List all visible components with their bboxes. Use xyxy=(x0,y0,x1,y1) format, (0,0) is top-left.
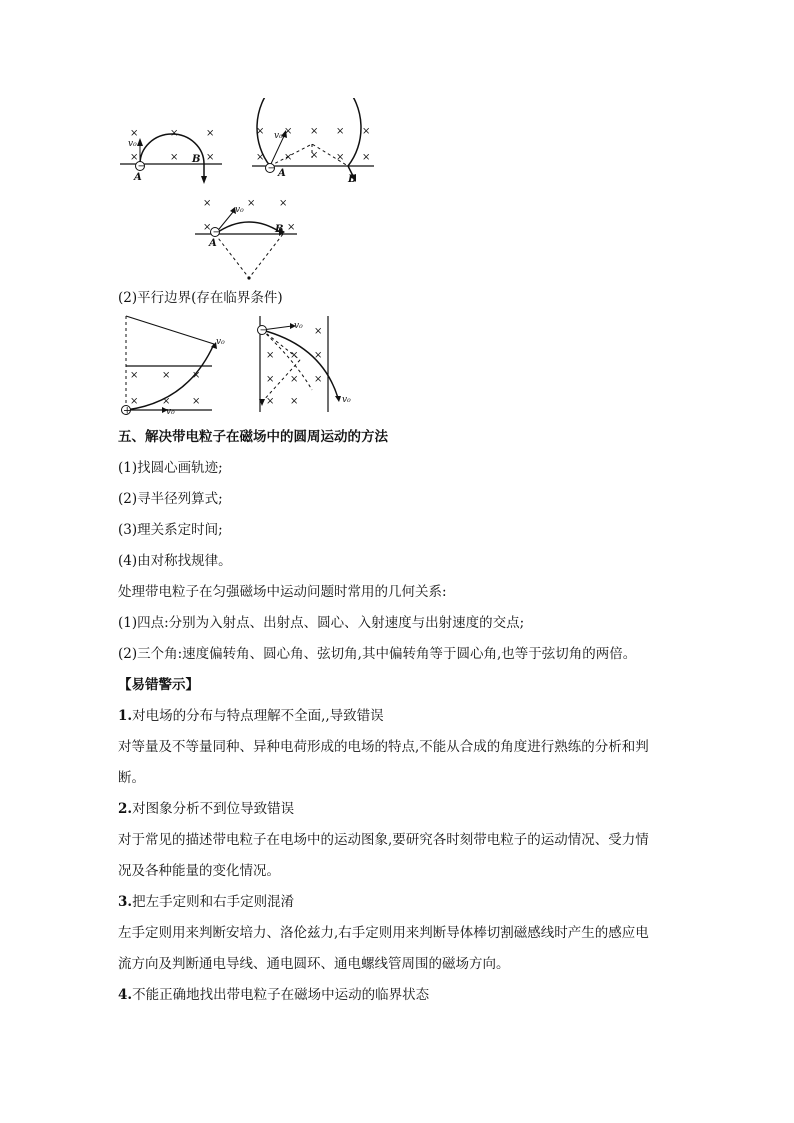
field-cross: × xyxy=(314,326,323,337)
figure-single-boundary-small-arc xyxy=(118,118,228,190)
field-cross: × xyxy=(206,128,215,139)
field-cross: × xyxy=(192,396,201,407)
field-cross: × xyxy=(336,152,345,163)
field-cross: × xyxy=(203,222,212,233)
warning-3-title xyxy=(118,892,294,912)
negative-charge-symbol: − xyxy=(212,227,221,238)
warning-3-body-line-1: 左手定则用来判断安培力、洛伦兹力,右手定则用来判断导体棒切割磁感线时产生的感应电 xyxy=(118,925,649,941)
field-cross: × xyxy=(284,126,293,137)
field-cross: × xyxy=(362,126,371,137)
field-cross: × xyxy=(130,152,139,163)
field-cross: × xyxy=(290,396,299,407)
section5-title: 五、解决带电粒子在磁场中的圆周运动的方法 xyxy=(118,429,388,445)
point-a-label: A xyxy=(134,172,142,183)
field-cross: × xyxy=(336,126,345,137)
v0-label: v₀ xyxy=(128,139,137,149)
warning-2-heading: 对图象分析不到位导致错误 xyxy=(132,801,295,817)
field-cross: × xyxy=(206,152,215,163)
field-cross: × xyxy=(266,396,275,407)
warning-1-body-line-2: 断。 xyxy=(118,770,145,786)
parallel-boundary-heading: (2)平行边界(存在临界条件) xyxy=(118,290,283,306)
point-b-label: B xyxy=(348,174,357,185)
field-cross: × xyxy=(266,374,275,385)
method-step-3: (3)理关系定时间; xyxy=(118,522,223,538)
field-cross: × xyxy=(310,150,319,161)
field-cross: × xyxy=(170,128,179,139)
method-step-1: (1)找圆心画轨迹; xyxy=(118,460,223,476)
warning-2-body-line-1: 对于常见的描述带电粒子在电场中的运动图象,要研究各时刻带电粒子的运动情况、受力情 xyxy=(118,832,649,848)
field-cross: × xyxy=(279,198,288,209)
field-cross: × xyxy=(290,374,299,385)
warning-3-body-line-2: 流方向及判断通电导线、通电圆环、通电螺线管周围的磁场方向。 xyxy=(118,956,510,972)
field-cross: × xyxy=(130,128,139,139)
field-cross: × xyxy=(314,374,323,385)
four-points: (1)四点:分别为入射点、出射点、圆心、入射速度与出射速度的交点; xyxy=(118,615,525,631)
warning-1-heading: 对电场的分布与特点理解不全面,,导致错误 xyxy=(132,708,384,724)
v0-label-top: v₀ xyxy=(216,337,225,347)
negative-charge-symbol: − xyxy=(267,163,276,174)
field-cross: × xyxy=(247,198,256,209)
field-cross: × xyxy=(256,152,265,163)
field-cross: × xyxy=(362,152,371,163)
warning-1-number: 1. xyxy=(118,708,133,724)
warning-2-number: 2. xyxy=(118,801,133,817)
v0-label: v₀ xyxy=(235,205,244,215)
negative-charge-symbol: − xyxy=(259,325,268,336)
warning-4-heading: 不能正确地找出带电粒子在磁场中运动的临界状态 xyxy=(132,987,430,1003)
warning-1-title xyxy=(118,706,384,726)
positive-charge-symbol: + xyxy=(123,405,132,417)
warning-title: 【易错警示】 xyxy=(118,677,199,693)
warning-3-heading: 把左手定则和右手定则混淆 xyxy=(132,894,295,910)
field-cross: × xyxy=(170,152,179,163)
method-step-2: (2)寻半径列算式; xyxy=(118,491,223,507)
negative-charge-symbol: − xyxy=(137,161,146,172)
v0-label: v₀ xyxy=(274,131,283,141)
field-cross: × xyxy=(162,370,171,381)
field-cross: × xyxy=(310,126,319,137)
field-cross: × xyxy=(314,350,323,361)
point-a-label: A xyxy=(278,168,286,179)
point-b-label: B xyxy=(192,154,201,165)
method-step-4: (4)由对称找规律。 xyxy=(118,553,232,569)
figure-parallel-boundary-positive xyxy=(118,312,228,418)
warning-1-body-line-1: 对等量及不等量同种、异种电荷形成的电场的特点,不能从合成的角度进行熟练的分析和判 xyxy=(118,739,649,755)
v0-label-bottom: v₀ xyxy=(166,407,175,417)
warning-2-body-line-2: 况及各种能量的变化情况。 xyxy=(118,863,280,879)
warning-4-title xyxy=(118,985,429,1005)
field-cross: × xyxy=(130,370,139,381)
field-cross: × xyxy=(256,126,265,137)
point-b-label: B xyxy=(275,224,284,235)
field-cross: × xyxy=(266,350,275,361)
field-cross: × xyxy=(162,396,171,407)
warning-4-number: 4. xyxy=(118,987,133,1003)
geometry-intro: 处理带电粒子在匀强磁场中运动问题时常用的几何关系: xyxy=(118,584,447,600)
figure-single-boundary-large-arc xyxy=(250,98,380,188)
figure-single-boundary-minor-arc xyxy=(193,192,303,288)
warning-3-number: 3. xyxy=(118,894,133,910)
field-cross: × xyxy=(130,396,139,407)
field-cross: × xyxy=(290,350,299,361)
field-cross: × xyxy=(203,198,212,209)
field-cross: × xyxy=(287,222,296,233)
three-angles: (2)三个角:速度偏转角、圆心角、弦切角,其中偏转角等于圆心角,也等于弦切角的两倍。 xyxy=(118,646,637,662)
v0-label-bottom: v₀ xyxy=(342,395,351,405)
v0-label-top: v₀ xyxy=(294,321,303,331)
field-cross: × xyxy=(192,370,201,381)
point-a-label: A xyxy=(209,238,217,249)
field-cross: × xyxy=(284,152,293,163)
figure-parallel-boundary-negative xyxy=(250,312,360,418)
warning-2-title xyxy=(118,799,294,819)
